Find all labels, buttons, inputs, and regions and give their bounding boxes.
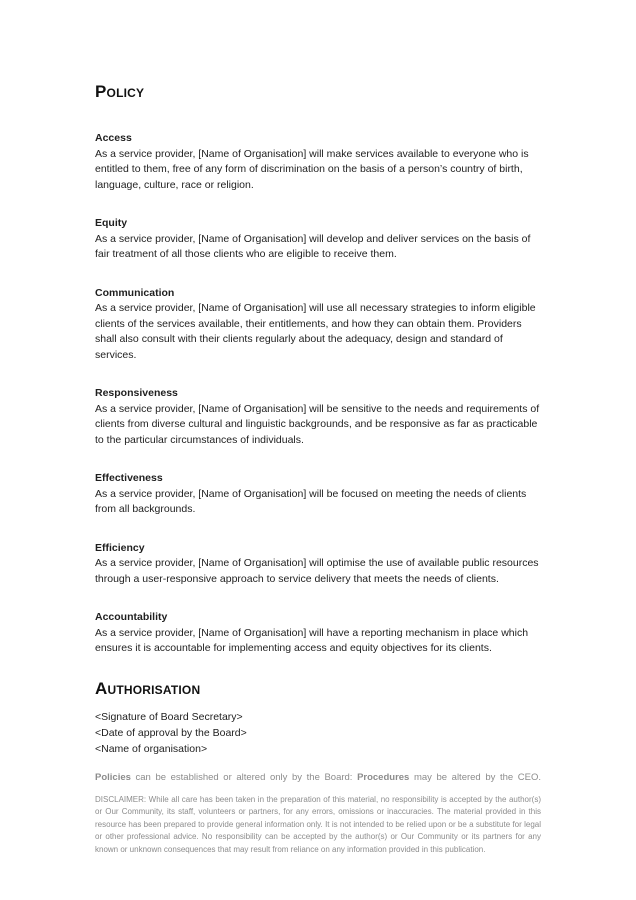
signature-placeholder: <Signature of Board Secretary> [95,710,243,723]
policy-section-accountability [95,610,541,657]
policy-section-access [95,131,541,193]
policy-heading: Policy [95,82,145,101]
section-title-access: Access [95,132,132,144]
section-body-accountability: As a service provider, [Name of Organisation] will have a reporting mechanism in place which ensures it is accountable for implementing access and equity objectives for its clients. [95,626,529,654]
authorisation-lines [95,709,541,757]
footer-note-policies-label: Policies [95,771,131,783]
disclaimer-text: DISCLAIMER: While all care has been taken in the preparation of this material, no responsibility is accepted by the author(s) or Our Community, its staff, volunteers or partners, for any errors, omissions or inaccuracies. The material provided in this resource has been prepared to provide general information only. It is not intended to be relied upon or be a substitute for legal or other professional advice. No responsibility can be accepted by the author(s) or Our Community or its partners for any known or unknown consequences that may result from reliance on any information provided in this publication. [95,794,541,854]
section-body-efficiency: As a service provider, [Name of Organisation] will optimise the use of available public resources through a user-responsive approach to service delivery that meets the needs of clients. [95,557,539,585]
policy-section-efficiency [95,541,541,588]
section-body-access: As a service provider, [Name of Organisation] will make services available to everyone who is entitled to them, free of any form of discrimination on the basis of a person’s country of birth, language, culture, race or religion. [95,147,529,191]
section-title-efficiency: Efficiency [95,541,145,554]
section-title-effectiveness: Effectiveness [95,472,163,484]
section-title-responsiveness: Responsiveness [95,387,178,399]
section-title-equity: Equity [95,217,128,229]
organisation-name-placeholder: <Name of organisation> [95,742,208,755]
footer-note-text-1: can be established or altered only by the Board: [130,771,358,783]
footer-note [95,771,541,784]
section-body-effectiveness: As a service provider, [Name of Organisation] will be focused on meeting the needs of clients from all backgrounds. [95,487,527,515]
approval-date-placeholder: <Date of approval by the Board> [95,726,247,739]
section-body-responsiveness: As a service provider, [Name of Organisation] will be sensitive to the needs and requirements of clients from diverse cultural and linguistic backgrounds, and be responsive as far as practicable to the particular circumstances of individuals. [95,402,540,446]
policy-section-effectiveness [95,471,541,518]
policy-section-equity [95,216,541,263]
section-title-accountability: Accountability [95,611,168,623]
policy-section-communication [95,286,541,364]
footer-note-procedures-label: Procedures [357,771,410,783]
authorisation-heading: Authorisation [95,678,201,698]
section-body-communication: As a service provider, [Name of Organisation] will use all necessary strategies to inform eligible clients of the services available, their entitlements, and how they can obtain them. Providers shall also consult with their clients regularly about the adequacy, design and standard of services. [95,302,536,361]
section-body-equity: As a service provider, [Name of Organisation] will develop and deliver services on the basis of fair treatment of all those clients who are eligible to receive them. [95,232,531,260]
policy-section-responsiveness [95,386,541,448]
footer-note-text-2: may be altered by the CEO. [409,771,541,783]
section-title-communication: Communication [95,286,175,299]
